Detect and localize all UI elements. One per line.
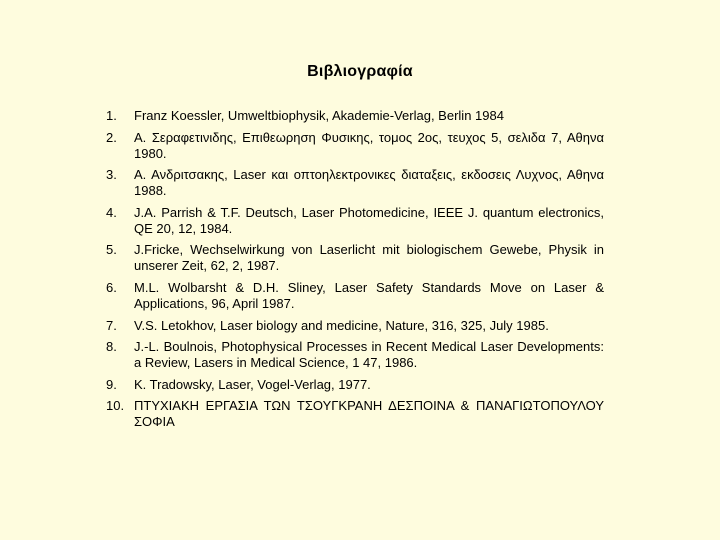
- reference-item: [106, 318, 604, 334]
- reference-text: J.A. Parrish & T.F. Deutsch, Laser Photomedicine, IEEE J. quantum electronics, QE 20, 12, 1984.: [134, 204, 604, 236]
- reference-number: 10.: [106, 398, 125, 414]
- reference-item: [106, 339, 604, 371]
- reference-item: [106, 167, 604, 199]
- reference-item: [106, 130, 604, 162]
- reference-list: [106, 108, 604, 436]
- reference-number: 3.: [106, 167, 117, 183]
- reference-number: 7.: [106, 317, 117, 333]
- reference-number: 8.: [106, 339, 117, 355]
- reference-text: J.-L. Boulnois, Photophysical Processes in Recent Medical Laser Developments: a Review, Lasers in Medical Science, 1 47, 1986.: [134, 339, 604, 371]
- reference-item: [106, 108, 604, 124]
- reference-number: 2.: [106, 129, 117, 145]
- reference-text: K. Tradowsky, Laser, Vogel-Verlag, 1977.: [134, 376, 371, 392]
- reference-text: V.S. Letokhov, Laser biology and medicine, Nature, 316, 325, July 1985.: [134, 317, 549, 333]
- reference-item: [106, 377, 604, 393]
- reference-number: 5.: [106, 242, 117, 258]
- reference-item: [106, 398, 604, 430]
- reference-item: [106, 242, 604, 274]
- reference-text: ΠΤΥΧΙΑΚΗ ΕΡΓΑΣΙΑ ΤΩΝ ΤΣΟΥΓΚΡΑΝΗ ΔΕΣΠΟΙΝΑ & ΠΑΝΑΓΙΩΤΟΠΟΥΛΟΥ ΣΟΦΙΑ: [134, 398, 604, 430]
- reference-text: Franz Koessler, Umweltbiophysik, Akademie-Verlag, Berlin 1984: [134, 108, 504, 123]
- reference-number: 6.: [106, 279, 117, 295]
- reference-text: Α. Ανδριτσακης, Laser και οπτοηλεκτρονικες διαταξεις, εκδοσεις Λυχνος, Αθηνα 1988.: [134, 167, 604, 199]
- page-title: Βιβλιογραφία: [307, 63, 413, 80]
- reference-text: Α. Σεραφετινιδης, Επιθεωρηση Φυσικης, τομος 2ος, τευχος 5, σελιδα 7, Αθηνα 1980.: [134, 129, 604, 161]
- reference-number: 1.: [106, 108, 117, 123]
- reference-text: M.L. Wolbarsht & D.H. Sliney, Laser Safety Standards Move on Laser & Applications, 96, April 1987.: [134, 279, 604, 311]
- reference-text: J.Fricke, Wechselwirkung von Laserlicht mit biologischem Gewebe, Physik in unserer Zeit, 62, 2, 1987.: [134, 242, 604, 274]
- reference-number: 4.: [106, 204, 117, 220]
- reference-number: 9.: [106, 376, 117, 392]
- reference-item: [106, 280, 604, 312]
- reference-item: [106, 205, 604, 237]
